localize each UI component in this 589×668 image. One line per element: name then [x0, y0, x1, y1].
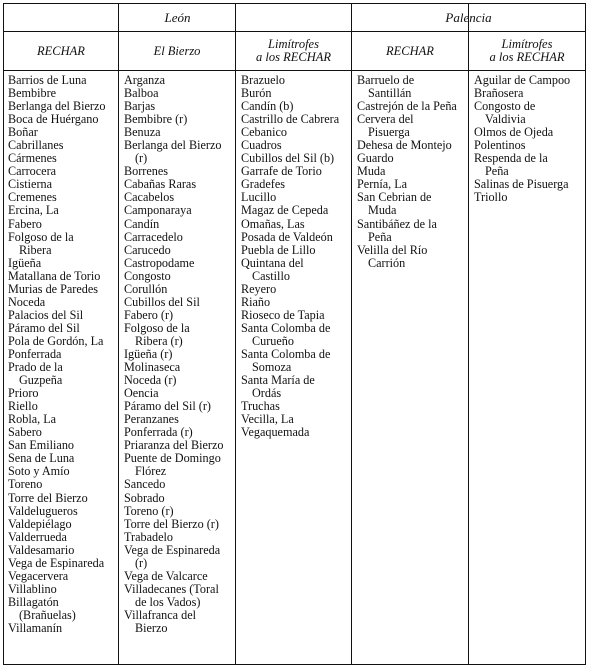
municipality-name: Respenda de la: [474, 151, 548, 166]
municipality-name: Olmos de Ojeda: [474, 125, 554, 140]
municipality-entry: [124, 257, 234, 270]
municipality-entry: [8, 557, 117, 570]
column-el-bierzo: [124, 74, 234, 662]
municipality-name: Arganza: [124, 74, 166, 87]
municipality-name: Reyero: [241, 281, 277, 296]
municipality-entry: [357, 191, 467, 217]
municipality-name: Rioseco de Tapia: [241, 307, 325, 322]
municipality-name-continuation: Muda: [368, 203, 397, 218]
municipality-name: Cervera del: [357, 112, 414, 127]
municipality-name: Castrillo de Cabrera: [241, 112, 340, 127]
municipality-name: Pernía, La: [357, 177, 408, 192]
municipality-name: Fabero (r): [124, 307, 174, 322]
municipality-name: Muda: [357, 164, 386, 179]
municipality-entry: [124, 505, 234, 518]
municipality-name: Ponferrada (r): [124, 425, 193, 440]
municipality-name: Candín (b): [241, 99, 294, 114]
municipality-name: Dehesa de Montejo: [357, 138, 452, 153]
municipality-name-continuation: Santillán: [368, 86, 412, 101]
municipality-entry: [124, 204, 234, 217]
municipality-name: Cubillos del Sil: [124, 294, 200, 309]
municipality-name: Vega de Espinareda: [124, 542, 221, 557]
municipality-name: Cistierna: [8, 177, 53, 192]
municipality-name: Soto y Amío: [8, 464, 70, 479]
municipality-name: Bembibre: [8, 86, 57, 101]
municipality-name: Sabero: [8, 425, 42, 440]
municipality-name-continuation: Guzpeña: [19, 373, 63, 388]
municipality-name: San Cebrian de: [357, 190, 432, 205]
column-header-line: a los RECHAR: [489, 50, 565, 64]
column-header-leon-rechar: [4, 32, 118, 70]
municipality-entry: [8, 322, 117, 335]
municipality-name: Ponferrada: [8, 346, 62, 361]
municipality-entry: [124, 518, 234, 531]
municipality-entry: [124, 492, 234, 505]
municipality-name: Brañosera: [474, 86, 524, 101]
municipality-entry: [8, 478, 117, 491]
municipality-entry: [124, 544, 234, 570]
municipality-name: Noceda: [8, 294, 46, 309]
municipality-entry: [241, 283, 350, 296]
municipality-name: Cármenes: [8, 151, 57, 166]
municipality-name: Borrenes: [124, 164, 168, 179]
municipality-name: Prioro: [8, 386, 39, 401]
municipality-name: Riaño: [241, 294, 271, 309]
column-header-line: a los RECHAR: [256, 50, 331, 64]
municipality-entry: [241, 257, 350, 283]
municipality-name-continuation: Somoza: [252, 360, 292, 375]
municipality-entry: [8, 596, 117, 622]
municipality-name: Castropodame: [124, 255, 195, 270]
municipality-name: Villamanín: [8, 620, 63, 635]
column-header-label: RECHAR: [386, 43, 434, 58]
municipality-entry: [8, 309, 117, 322]
region-divider: [351, 4, 352, 664]
municipality-name: Folgoso de la: [8, 229, 74, 244]
municipality-name: Congosto de: [474, 99, 536, 114]
municipality-name: Ercina, La: [8, 203, 59, 218]
municipality-name: Robla, La: [8, 412, 57, 427]
column-header-label: El Bierzo: [153, 43, 201, 58]
municipality-entry: [124, 231, 234, 244]
municipality-name: San Emiliano: [8, 438, 75, 453]
municipality-entry: [8, 283, 117, 296]
municipality-name: Riello: [8, 399, 38, 414]
municipality-name: Torre del Bierzo: [8, 490, 88, 505]
municipality-entry: [8, 231, 117, 257]
municipality-name: Valdepiélago: [8, 516, 72, 531]
municipality-entry: [124, 139, 234, 165]
municipality-entry: [357, 218, 467, 244]
municipality-name: Murias de Paredes: [8, 281, 99, 296]
municipality-entry: [241, 244, 350, 257]
municipality-name-continuation: Curueño: [252, 333, 294, 348]
column-leon-limitrofes: [241, 74, 350, 662]
municipality-name-continuation: Ribera: [19, 242, 52, 257]
municipality-name-continuation: Ordás: [252, 386, 282, 401]
municipality-name: Pola de Gordón, La: [8, 333, 104, 348]
municipality-name: Santa Colomba de: [241, 346, 331, 361]
municipality-entry: [124, 609, 234, 635]
column-header-palencia-limitrofes: [469, 32, 585, 70]
municipality-entry: [8, 257, 117, 270]
municipality-name: Burón: [241, 86, 272, 101]
municipality-entry: [241, 296, 350, 309]
municipality-name-continuation: Peña: [485, 164, 509, 179]
col-divider: [468, 4, 469, 664]
municipality-entry: [124, 283, 234, 296]
municipality-name-continuation: Valdivia: [485, 112, 526, 127]
column-header-el-bierzo: [119, 32, 235, 70]
municipality-name-continuation: Flórez: [135, 464, 167, 479]
municipality-entry: [8, 204, 117, 217]
municipality-name: Oencia: [124, 386, 159, 401]
municipality-entry: [241, 374, 350, 400]
municipality-name-continuation: Peña: [368, 229, 392, 244]
municipality-entry: [474, 100, 584, 126]
column-palencia-limitrofes: [474, 74, 584, 662]
header-divider: [4, 70, 585, 71]
municipality-name: Matallana de Torio: [8, 268, 101, 283]
municipality-name: Puebla de Lillo: [241, 242, 316, 257]
municipality-entry: [357, 113, 467, 139]
municipality-name: Cremenes: [8, 190, 57, 205]
municipality-name: Peranzanes: [124, 412, 179, 427]
municipality-name: Vega de Valcarce: [124, 568, 208, 583]
municipality-name: Noceda (r): [124, 373, 177, 388]
column-header-label: RECHAR: [37, 43, 85, 58]
municipality-name: Lucillo: [241, 190, 277, 205]
col-divider: [235, 4, 236, 664]
municipality-name: Toreno: [8, 477, 43, 492]
municipality-name: Garrafe de Torio: [241, 164, 322, 179]
municipality-name: Igüeña: [8, 255, 42, 270]
municipality-entry: [8, 570, 117, 583]
municipality-entry: [8, 361, 117, 387]
municipality-name: Priaranza del Bierzo: [124, 438, 224, 453]
municipality-entry: [474, 152, 584, 178]
municipality-name: Valdelugueros: [8, 503, 78, 518]
municipality-name: Puente de Domingo: [124, 451, 221, 466]
municipality-entry: [8, 544, 117, 557]
municipality-name-continuation: Carrión: [368, 255, 406, 270]
municipality-name: Candín: [124, 216, 160, 231]
municipality-entry: [241, 231, 350, 244]
municipality-name-continuation: (r): [135, 151, 148, 166]
municipality-name: Gradefes: [241, 177, 285, 192]
column-header-line: Limítrofes: [268, 37, 319, 51]
column-leon-rechar: [8, 74, 117, 662]
municipality-name: Cubillos del Sil (b): [241, 151, 335, 166]
column-header-leon-limitrofes: [236, 32, 351, 70]
municipality-name: Magaz de Cepeda: [241, 203, 329, 218]
municipality-name: Vecilla, La: [241, 412, 294, 427]
municipality-entry: [124, 531, 234, 544]
municipality-entry: [8, 583, 117, 596]
municipality-name: Congosto: [124, 268, 171, 283]
municipality-name: Cebanico: [241, 125, 288, 140]
municipality-name: Vega de Espinareda: [8, 555, 105, 570]
municipality-entry: [8, 218, 117, 231]
municipality-entry: [241, 204, 350, 217]
municipality-name: Balboa: [124, 86, 159, 101]
municipality-name: Vegacervera: [8, 568, 69, 583]
municipality-name: Villafranca del: [124, 607, 197, 622]
municipality-name-continuation: Bierzo: [135, 620, 168, 635]
municipality-name: Sancedo: [124, 477, 166, 492]
municipality-name: Molinaseca: [124, 360, 181, 375]
municipality-name: Igüeña (r): [124, 346, 173, 361]
municipality-entry: [124, 570, 234, 583]
municipality-name: Aguilar de Campoo: [474, 74, 571, 87]
municipality-name: Cabañas Raras: [124, 177, 197, 192]
municipality-name: Guardo: [357, 151, 394, 166]
municipalities-table: [3, 3, 586, 665]
municipality-name: Truchas: [241, 399, 280, 414]
municipality-name: Santa María de: [241, 373, 315, 388]
municipality-name: Santibáñez de la: [357, 216, 437, 231]
municipality-entry: [8, 270, 117, 283]
column-header-line: Limítrofes: [501, 37, 553, 51]
column-header-palencia-rechar: [352, 32, 468, 70]
municipality-name: Billagatón: [8, 594, 59, 609]
municipality-name: Páramo del Sil: [8, 320, 80, 335]
municipality-entry: [124, 270, 234, 283]
column-palencia-rechar: [357, 74, 467, 662]
municipality-name: Vegaquemada: [241, 425, 310, 440]
col-divider: [118, 4, 119, 664]
municipality-name: Carrocera: [8, 164, 57, 179]
municipality-entry: [241, 426, 350, 439]
municipality-name: Benuza: [124, 125, 161, 140]
municipality-name-continuation: de los Vados): [135, 594, 201, 609]
municipality-name: Velilla del Río: [357, 242, 428, 257]
municipality-name: Corullón: [124, 281, 168, 296]
municipality-entry: [241, 309, 350, 322]
municipality-name: Boca de Huérgano: [8, 112, 99, 127]
municipality-entry: [241, 348, 350, 374]
municipality-name: Barrios de Luna: [8, 74, 87, 87]
municipality-name: Valderrueda: [8, 529, 67, 544]
municipality-entry: [124, 309, 234, 322]
municipality-name: Santa Colomba de: [241, 320, 331, 335]
municipality-name: Fabero: [8, 216, 42, 231]
municipality-entry: [241, 218, 350, 231]
municipality-entry: [8, 518, 117, 531]
municipality-entry: [8, 296, 117, 309]
municipality-name: Prado de la: [8, 360, 63, 375]
municipality-name: Berlanga del Bierzo: [8, 99, 106, 114]
municipality-entry: [124, 452, 234, 478]
municipality-entry: [357, 244, 467, 270]
municipality-name-continuation: (r): [135, 555, 148, 570]
municipality-entry: [474, 191, 584, 204]
municipality-name: Castrejón de la Peña: [357, 99, 457, 114]
municipality-name: Villadecanes (Toral: [124, 581, 219, 596]
municipality-name: Triollo: [474, 190, 508, 205]
municipality-name: Cuadros: [241, 138, 282, 153]
municipality-entry: [124, 583, 234, 609]
municipality-name: Berlanga del Bierzo: [124, 138, 222, 153]
municipality-entry: [357, 74, 467, 100]
region-header-leon: León: [164, 10, 191, 25]
municipality-name: Valdesamario: [8, 542, 75, 557]
region-header-palencia: Palencia: [445, 10, 492, 25]
municipality-name: Torre del Bierzo (r): [124, 516, 219, 531]
municipality-name: Páramo del Sil (r): [124, 399, 211, 414]
municipality-name: Boñar: [8, 125, 38, 140]
municipality-name: Omañas, Las: [241, 216, 305, 231]
municipality-entry: [8, 531, 117, 544]
municipality-name: Barjas: [124, 99, 156, 114]
municipality-name: Carucedo: [124, 242, 171, 257]
municipality-name: Folgoso de la: [124, 320, 190, 335]
municipality-entry: [124, 218, 234, 231]
municipality-name: Bembibre (r): [124, 112, 188, 127]
municipality-name-continuation: Ribera (r): [135, 333, 183, 348]
municipality-name: Barruelo de: [357, 74, 415, 87]
municipality-entry: [124, 478, 234, 491]
municipality-entry: [124, 296, 234, 309]
municipality-entry: [124, 244, 234, 257]
municipality-name: Sobrado: [124, 490, 165, 505]
municipality-entry: [8, 492, 117, 505]
municipality-name: Polentinos: [474, 138, 526, 153]
municipality-name: Posada de Valdeón: [241, 229, 333, 244]
municipality-name: Trabadelo: [124, 529, 173, 544]
municipality-name-continuation: Pisuerga: [368, 125, 410, 140]
municipality-name-continuation: (Brañuelas): [19, 607, 76, 622]
municipality-name: Salinas de Pisuerga: [474, 177, 569, 192]
municipality-entry: [241, 322, 350, 348]
municipality-name: Palacios del Sil: [8, 307, 84, 322]
municipality-entry: [8, 505, 117, 518]
municipality-name: Carracedelo: [124, 229, 183, 244]
municipality-name: Toreno (r): [124, 503, 174, 518]
municipality-name: Cacabelos: [124, 190, 175, 205]
municipality-name: Cabrillanes: [8, 138, 64, 153]
municipality-name-continuation: Castillo: [252, 268, 290, 283]
municipality-name: Brazuelo: [241, 74, 285, 87]
municipality-name: Camponaraya: [124, 203, 192, 218]
municipality-entry: [8, 622, 117, 635]
municipality-name: Villablino: [8, 581, 57, 596]
municipality-entry: [124, 322, 234, 348]
municipality-name: Sena de Luna: [8, 451, 75, 466]
municipality-name: Quintana del: [241, 255, 304, 270]
